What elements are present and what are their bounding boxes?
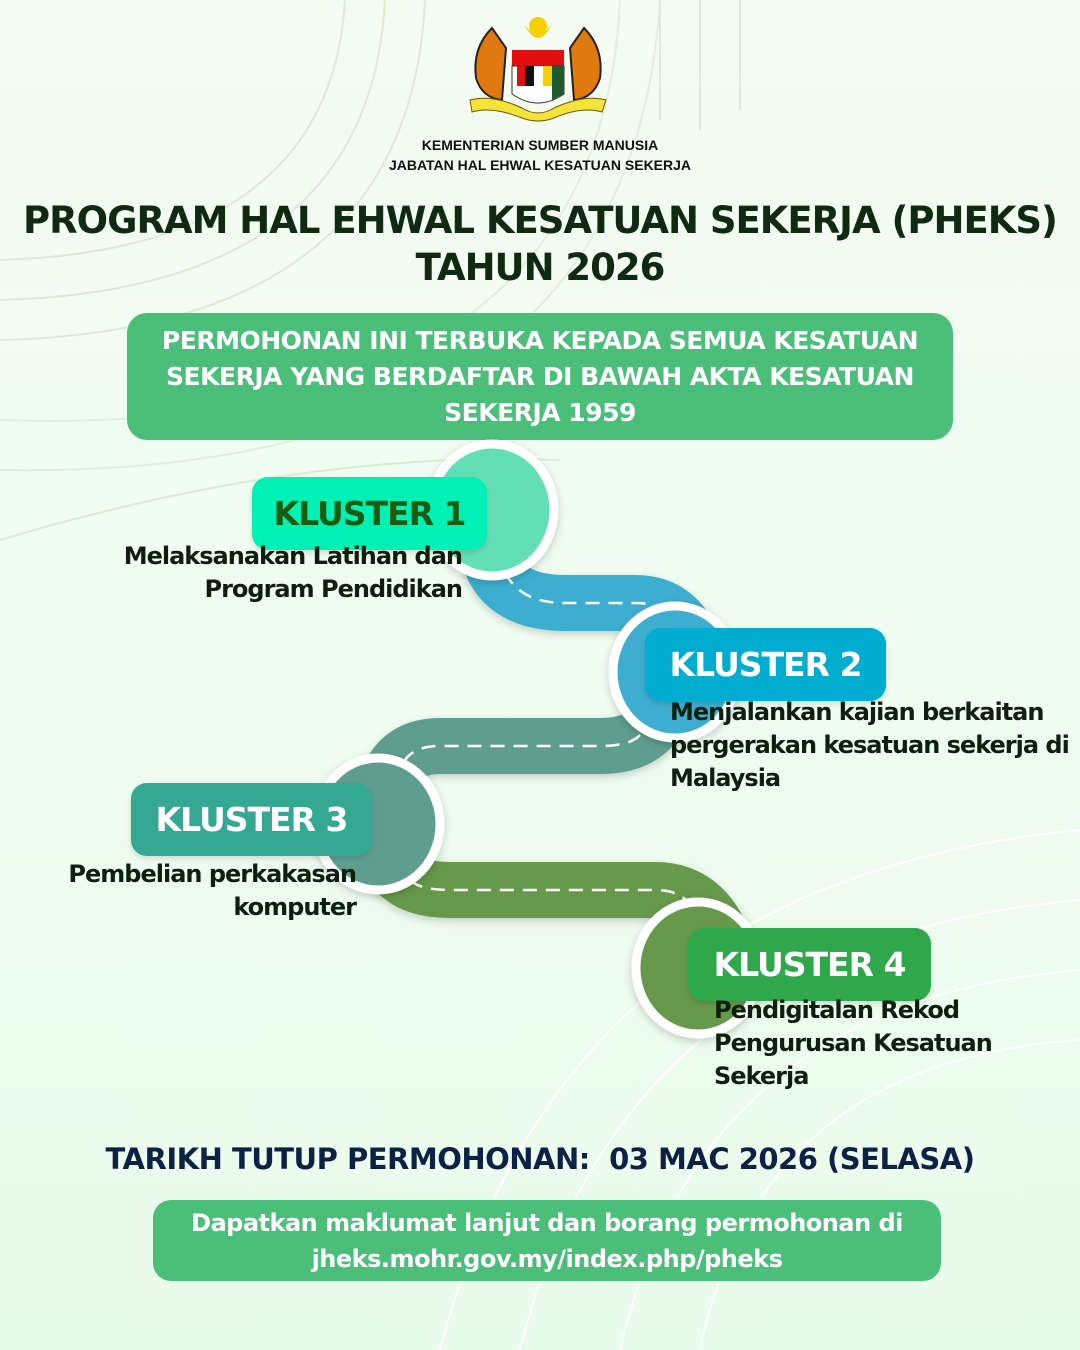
info-text: Dapatkan maklumat lanjut dan borang permohonan di [191,1208,903,1237]
ministry-name: KEMENTERIAN SUMBER MANUSIA [421,137,659,153]
cluster-2-label: KLUSTER 2 [645,628,886,701]
description-line: Pendigitalan Rekod [714,996,960,1024]
cluster-3-label: KLUSTER 3 [131,783,372,856]
cluster-4-description [714,994,1074,1093]
cluster-2-description [670,696,1080,795]
description-line: komputer [233,893,356,921]
cluster-1-description [60,540,462,606]
info-box [153,1200,941,1281]
description-line: pergerakan kesatuan sekerja di [670,731,1069,759]
description-line: Sekerja [714,1062,809,1090]
description-line: Pengurusan Kesatuan [714,1029,992,1057]
description-line: Menjalankan kajian berkaitan [670,698,1044,726]
eligibility-banner: PERMOHONAN INI TERBUKA KEPADA SEMUA KESATUAN SEKERJA YANG BERDAFTAR DI BAWAH AKTA KESATUAN SEKERJA 1959 [127,313,953,440]
closing-date: TARIKH TUTUP PERMOHONAN: 03 MAC 2026 (SELASA) [105,1142,975,1176]
description-line: Malaysia [670,764,781,792]
description-line: Melaksanakan Latihan dan [123,542,462,570]
description-line: Pembelian perkakasan [68,860,356,888]
page-title: PROGRAM HAL EHWAL KESATUAN SEKERJA (PHEKS) [23,199,1057,242]
description-line: Program Pendidikan [204,575,462,603]
info-url-link[interactable]: jheks.mohr.gov.my/index.php/pheks [311,1244,783,1273]
page-title-year: TAHUN 2026 [415,246,665,289]
cluster-3-description [20,858,356,924]
cluster-1-label: KLUSTER 1 [252,477,487,550]
cluster-4-label: KLUSTER 4 [688,928,931,1001]
department-name: JABATAN HAL EHWAL KESATUAN SEKERJA [388,157,692,173]
